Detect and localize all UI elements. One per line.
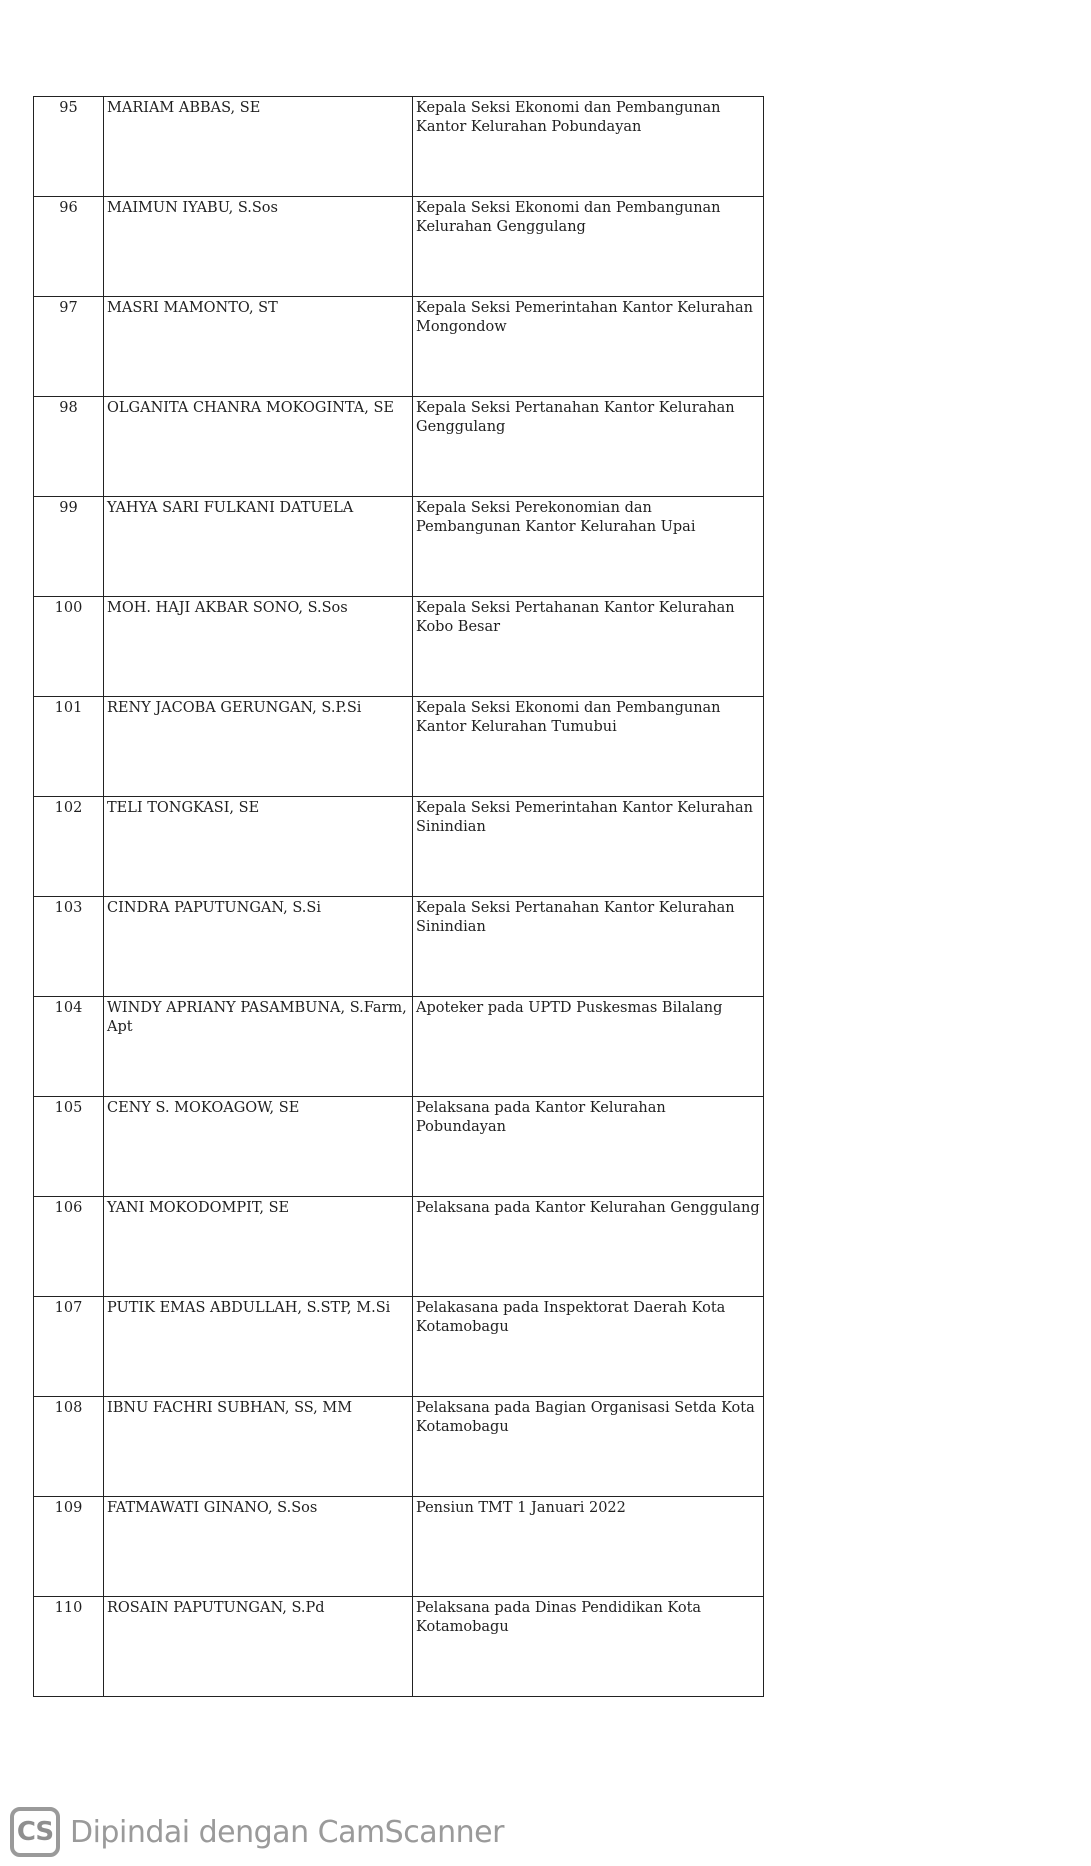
employee-name: MARIAM ABBAS, SE [104,97,413,197]
table-row [34,1197,764,1297]
employee-position: Pelaksana pada Bagian Organisasi Setda Kota Kotamobagu [413,1397,764,1497]
row-number: 105 [34,1097,104,1197]
employee-position: Apoteker pada UPTD Puskesmas Bilalang [413,997,764,1097]
row-number: 98 [34,397,104,497]
row-number: 97 [34,297,104,397]
camscanner-watermark-text: Dipindai dengan CamScanner [70,1814,504,1850]
row-number: 99 [34,497,104,597]
table-row [34,797,764,897]
personnel-table-body [34,97,764,1697]
table-row [34,297,764,397]
employee-name: YANI MOKODOMPIT, SE [104,1197,413,1297]
employee-position: Kepala Seksi Pertanahan Kantor Kelurahan Genggulang [413,397,764,497]
employee-name: IBNU FACHRI SUBHAN, SS, MM [104,1397,413,1497]
table-row [34,497,764,597]
employee-name: RENY JACOBA GERUNGAN, S.P.Si [104,697,413,797]
row-number: 103 [34,897,104,997]
employee-position: Pelaksana pada Dinas Pendidikan Kota Kotamobagu [413,1597,764,1697]
employee-position: Pelaksana pada Kantor Kelurahan Pobundayan [413,1097,764,1197]
table-row [34,1097,764,1197]
employee-name: ROSAIN PAPUTUNGAN, S.Pd [104,1597,413,1697]
table-row [34,597,764,697]
employee-name: PUTIK EMAS ABDULLAH, S.STP, M.Si [104,1297,413,1397]
employee-position: Kepala Seksi Ekonomi dan Pembangunan Kelurahan Genggulang [413,197,764,297]
employee-name: MOH. HAJI AKBAR SONO, S.Sos [104,597,413,697]
table-row [34,197,764,297]
employee-name: TELI TONGKASI, SE [104,797,413,897]
table-row [34,1497,764,1597]
row-number: 100 [34,597,104,697]
table-row [34,997,764,1097]
employee-position: Kepala Seksi Ekonomi dan Pembangunan Kantor Kelurahan Tumubui [413,697,764,797]
table-row [34,1597,764,1697]
camscanner-watermark [10,1806,504,1858]
employee-name: OLGANITA CHANRA MOKOGINTA, SE [104,397,413,497]
employee-name: WINDY APRIANY PASAMBUNA, S.Farm, Apt [104,997,413,1097]
employee-position: Kepala Seksi Perekonomian dan Pembangunan Kantor Kelurahan Upai [413,497,764,597]
table-row [34,1297,764,1397]
employee-position: Kepala Seksi Pemerintahan Kantor Kelurahan Mongondow [413,297,764,397]
employee-position: Kepala Seksi Pertahanan Kantor Kelurahan Kobo Besar [413,597,764,697]
employee-position: Pensiun TMT 1 Januari 2022 [413,1497,764,1597]
personnel-table [33,96,764,1697]
row-number: 110 [34,1597,104,1697]
row-number: 108 [34,1397,104,1497]
employee-position: Kepala Seksi Ekonomi dan Pembangunan Kantor Kelurahan Pobundayan [413,97,764,197]
row-number: 109 [34,1497,104,1597]
row-number: 101 [34,697,104,797]
table-row [34,397,764,497]
employee-position: Kepala Seksi Pemerintahan Kantor Kelurahan Sinindian [413,797,764,897]
row-number: 96 [34,197,104,297]
row-number: 107 [34,1297,104,1397]
table-row [34,97,764,197]
row-number: 95 [34,97,104,197]
employee-name: CENY S. MOKOAGOW, SE [104,1097,413,1197]
employee-name: MASRI MAMONTO, ST [104,297,413,397]
employee-name: FATMAWATI GINANO, S.Sos [104,1497,413,1597]
camscanner-logo-icon: CS [10,1807,60,1857]
employee-name: CINDRA PAPUTUNGAN, S.Si [104,897,413,997]
table-row [34,697,764,797]
employee-position: Kepala Seksi Pertanahan Kantor Kelurahan Sinindian [413,897,764,997]
employee-position: Pelakasana pada Inspektorat Daerah Kota Kotamobagu [413,1297,764,1397]
table-row [34,897,764,997]
employee-position: Pelaksana pada Kantor Kelurahan Genggulang [413,1197,764,1297]
employee-name: MAIMUN IYABU, S.Sos [104,197,413,297]
table-row [34,1397,764,1497]
employee-name: YAHYA SARI FULKANI DATUELA [104,497,413,597]
row-number: 104 [34,997,104,1097]
row-number: 106 [34,1197,104,1297]
row-number: 102 [34,797,104,897]
